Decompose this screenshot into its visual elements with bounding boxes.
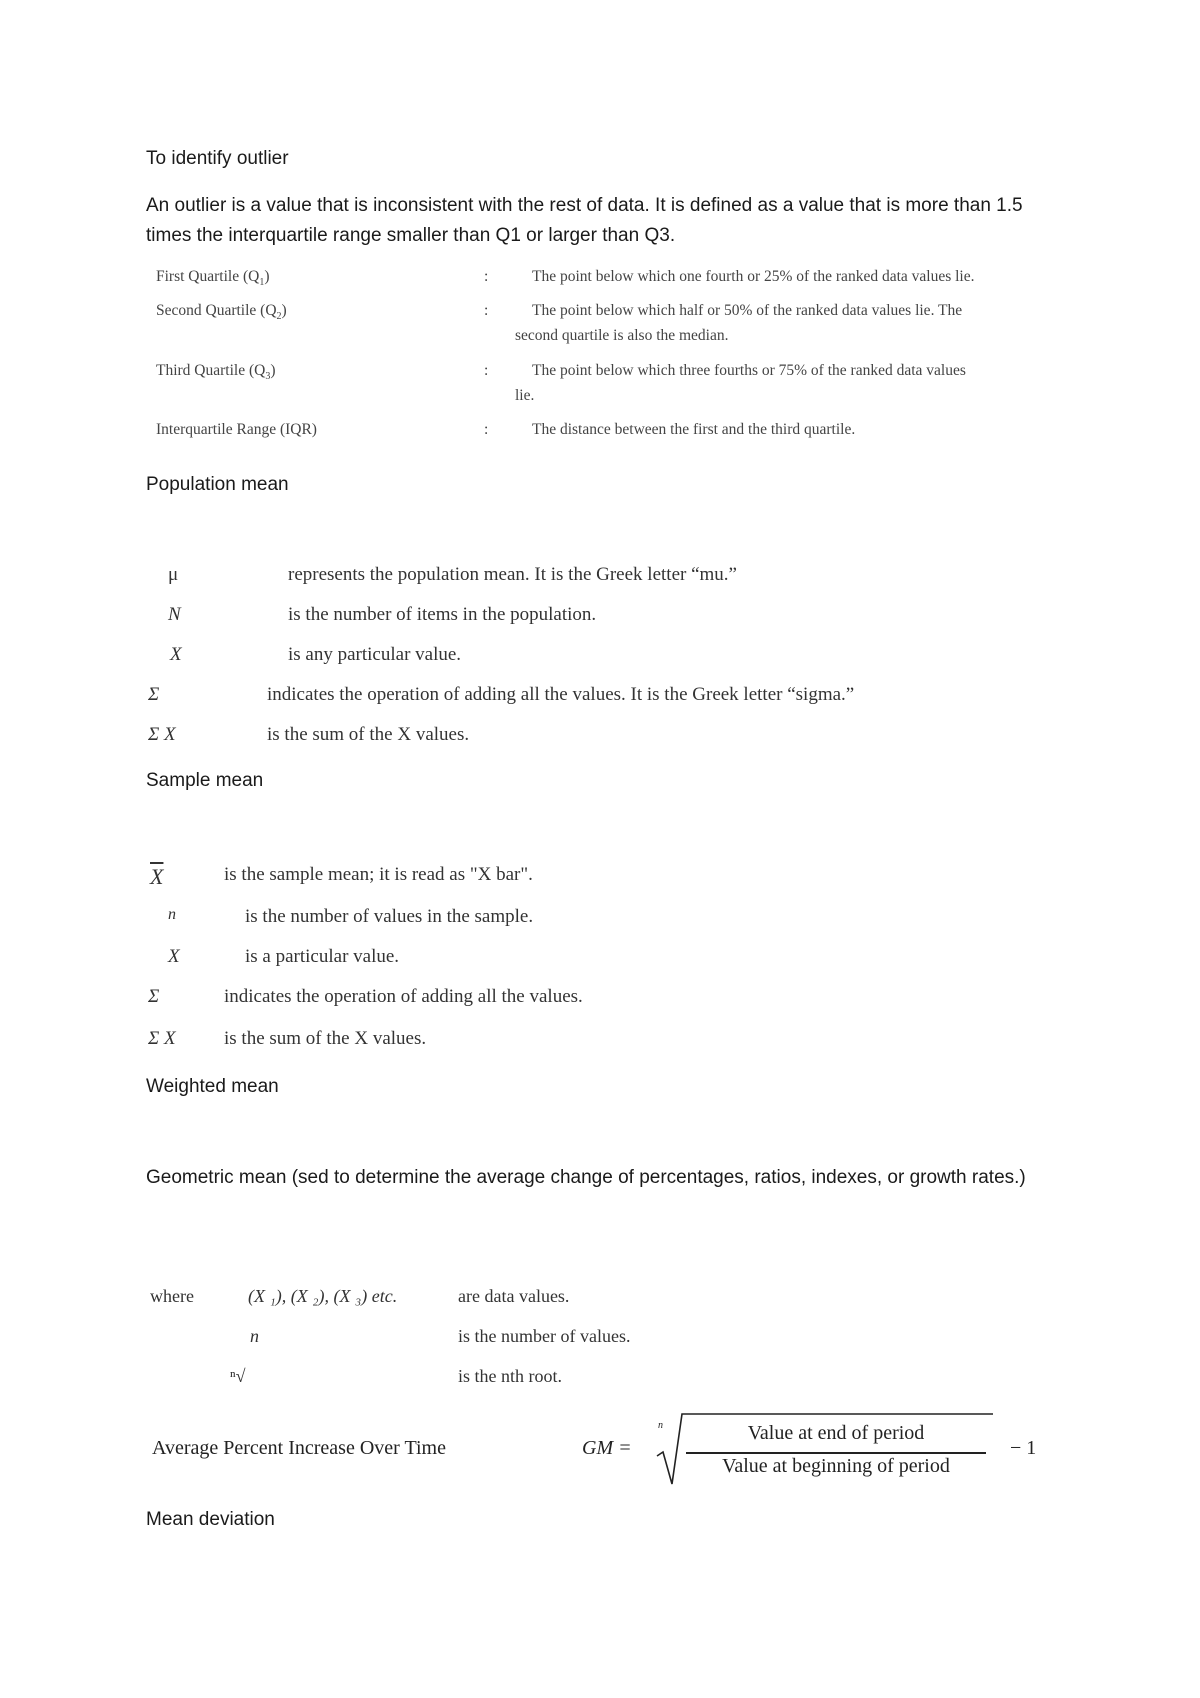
legend-symbol: Σ bbox=[148, 986, 160, 1007]
formula-numerator: Value at end of period bbox=[747, 1422, 925, 1444]
quartile-definition: The point below which half or 50% of the ranked data values lie. The bbox=[532, 302, 963, 319]
legend-symbol: Σ X bbox=[148, 724, 176, 745]
quartile-colon: : bbox=[484, 362, 489, 379]
population-mean-heading: Population mean bbox=[146, 474, 289, 495]
legend-symbol: (X ₁), (X ₂), (X ₃) etc. bbox=[248, 1286, 398, 1306]
fraction-bar bbox=[686, 1452, 986, 1454]
outlier-paragraph: An outlier is a value that is inconsistent with the rest of data. It is defined as a value that is more than 1.5 times the interquartile range smaller than Q1 or larger than Q3. bbox=[146, 195, 1023, 246]
quartile-term: First Quartile $(Q_1)$ bbox=[156, 268, 270, 289]
legend-symbol: n bbox=[168, 906, 176, 923]
legend-text: is the number of items in the population. bbox=[288, 604, 597, 625]
geometric-mean-heading: Geometric mean (sed to determine the average change of percentages, ratios, indexes, or growth rates.) bbox=[146, 1167, 1026, 1188]
legend-symbol: ⁿ√ bbox=[230, 1366, 246, 1386]
legend-symbol: n bbox=[250, 1326, 259, 1346]
weighted-mean-heading: Weighted mean bbox=[146, 1076, 279, 1097]
mean-deviation-heading: Mean deviation bbox=[146, 1509, 275, 1530]
quartile-colon: : bbox=[484, 302, 489, 319]
quartile-definition: The distance between the first and the third quartile. bbox=[532, 421, 856, 438]
legend-text: is any particular value. bbox=[288, 644, 462, 665]
legend-text: indicates the operation of adding all the values. bbox=[224, 986, 583, 1007]
legend-text: is the number of values. bbox=[458, 1326, 631, 1346]
legend-symbol: X bbox=[168, 946, 180, 967]
quartile-term: Interquartile Range (IQR) bbox=[156, 421, 317, 438]
legend-symbol: N bbox=[168, 604, 181, 625]
legend-symbol: X bbox=[170, 644, 182, 665]
legend-text: is a particular value. bbox=[245, 946, 400, 967]
formula-lhs: GM = bbox=[582, 1437, 632, 1459]
root-index: n bbox=[658, 1420, 663, 1431]
legend-text: is the sum of the X values. bbox=[224, 1028, 427, 1049]
legend-text: is the sample mean; it is read as "X bar". bbox=[224, 864, 533, 885]
legend-text: is the number of values in the sample. bbox=[245, 906, 534, 927]
legend-symbol: Σ bbox=[148, 684, 160, 705]
quartile-colon: : bbox=[484, 268, 489, 285]
legend-symbol: μ bbox=[168, 564, 179, 585]
quartile-definition-cont: lie. bbox=[515, 387, 535, 404]
legend-text: are data values. bbox=[458, 1286, 570, 1306]
quartile-term: Third Quartile $(Q_3)$ bbox=[156, 362, 276, 383]
legend-text: represents the population mean. It is the Greek letter “mu.” bbox=[288, 564, 737, 585]
quartile-definition: The point below which one fourth or 25% of the ranked data values lie. bbox=[532, 268, 975, 285]
sample-mean-heading: Sample mean bbox=[146, 770, 264, 791]
legend-symbol-xbar: $\overline{X}$ bbox=[150, 864, 164, 889]
legend-text: is the nth root. bbox=[458, 1366, 562, 1386]
quartile-term: Second Quartile $(Q_2)$ bbox=[156, 302, 287, 323]
formula-label: Average Percent Increase Over Time bbox=[152, 1437, 446, 1459]
quartile-definition-cont: second quartile is also the median. bbox=[515, 327, 729, 344]
formula-minus-one: − 1 bbox=[1010, 1437, 1037, 1459]
outlier-heading: To identify outlier bbox=[146, 148, 289, 169]
where-label: where bbox=[150, 1286, 194, 1306]
legend-symbol: Σ X bbox=[148, 1028, 176, 1049]
quartile-colon: : bbox=[484, 421, 489, 438]
quartile-definition: The point below which three fourths or 75% of the ranked data values bbox=[532, 362, 966, 379]
formula-denominator: Value at beginning of period bbox=[722, 1455, 950, 1477]
legend-text: indicates the operation of adding all the values. It is the Greek letter “sigma.” bbox=[267, 684, 855, 705]
legend-text: is the sum of the X values. bbox=[267, 724, 470, 745]
